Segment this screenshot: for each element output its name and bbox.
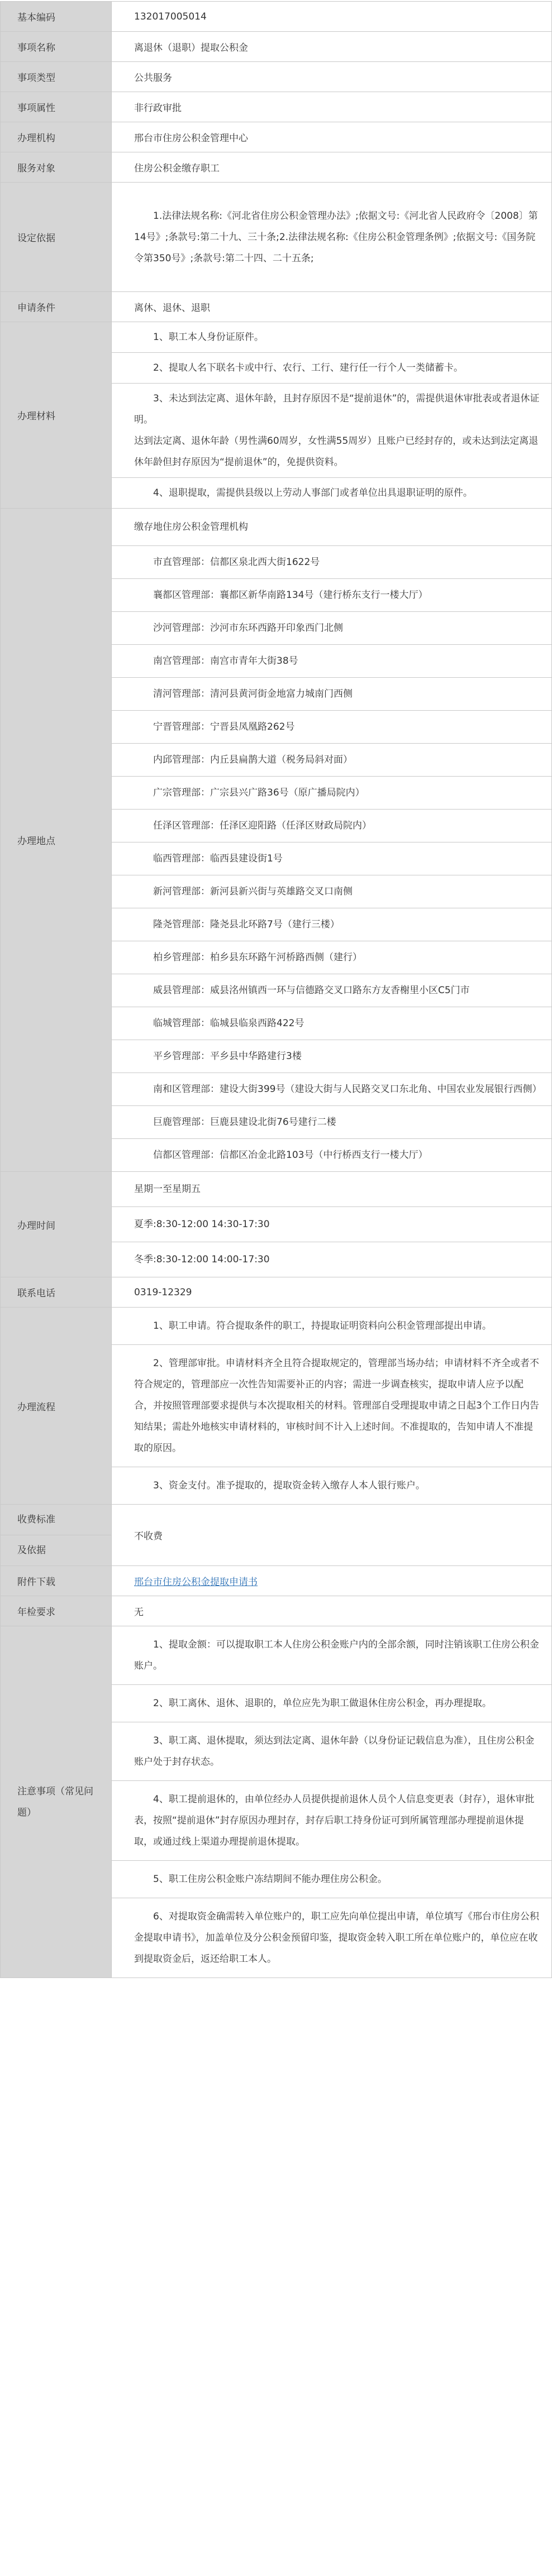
row-value: 公共服务 xyxy=(112,62,552,92)
year-text: 无 xyxy=(112,1596,552,1626)
location-item: 平乡管理部：平乡县中华路建行3楼 xyxy=(112,1040,551,1073)
material-item: 3、未达到法定离、退休年龄，且封存原因不是“提前退休”的，需提供退休审批表或者退休证明。 xyxy=(134,393,540,425)
row-locations xyxy=(1,509,552,1172)
fee-label-line: 收费标准 xyxy=(1,1505,111,1535)
service-info-table xyxy=(0,1,552,1978)
row-value: 132017005014 xyxy=(112,2,552,32)
label-download: 附件下载 xyxy=(1,1566,112,1596)
label-materials: 办理材料 xyxy=(1,322,112,509)
conditions-text: 离休、退休、退职 xyxy=(112,292,552,322)
row-value: 离退休（退职）提取公积金 xyxy=(112,32,552,62)
label-phone: 联系电话 xyxy=(1,1277,112,1308)
label-conditions: 申请条件 xyxy=(1,292,112,322)
label-fee xyxy=(1,1505,112,1566)
location-item: 新河管理部：新河县新兴街与英雄路交叉口南侧 xyxy=(112,875,551,908)
process-item: 3、资金支付。准予提取的，提取资金转入缴存人本人银行账户。 xyxy=(153,1480,425,1491)
location-item: 任泽区管理部：任泽区迎阳路（任泽区财政局院内） xyxy=(112,810,551,842)
location-item: 柏乡管理部：柏乡县东环路午河桥路西侧（建行） xyxy=(112,941,551,974)
row-basis xyxy=(1,183,552,292)
row-label: 基本编码 xyxy=(1,2,112,32)
row-simple xyxy=(1,122,552,152)
label-hours: 办理时间 xyxy=(1,1172,112,1277)
location-item: 南宫管理部：南宫市青年大街38号 xyxy=(112,645,551,678)
row-hours xyxy=(1,1172,552,1277)
row-materials xyxy=(1,322,552,509)
row-label: 事项属性 xyxy=(1,92,112,122)
label-locations: 办理地点 xyxy=(1,509,112,1172)
process-item: 2、管理部审批。申请材料齐全且符合提取规定的，管理部当场办结；申请材料不齐全或者不符合规定的，管理部应一次性告知需要补正的内容；需进一步调查核实，提取申请人应予以配合，并按照管理部要求提供与本次提取相关的材料。管理部自受理提取申请之日起3个工作日内告知结果；需赴外地核实申请材料的，审核时间不计入上述时间。不准提取的，告知申请人不准提取的原因。 xyxy=(112,1345,551,1467)
row-value: 邢台市住房公积金管理中心 xyxy=(112,122,552,152)
location-item: 信都区管理部：信都区冶金北路103号（中行桥西支行一楼大厅） xyxy=(153,1150,428,1161)
basis-text: 1.法律法规名称:《河北省住房公积金管理办法》;依据文号:《河北省人民政府令〔2008〕第14号》;条款号:第二十九、三十条;2.法律法规名称:《住房公积金管理条例》;依据文号:《国务院令第350号》;条款号:第二十四、二十五条; xyxy=(134,210,538,264)
row-label: 办理机构 xyxy=(1,122,112,152)
note-item: 1、提取金额：可以提取职工本人住房公积金账户内的全部余额，同时注销该职工住房公积金账户。 xyxy=(112,1626,551,1685)
location-item: 清河管理部：清河县黄河街金地富力城南门西侧 xyxy=(112,678,551,711)
row-simple xyxy=(1,152,552,183)
phone-text: 0319-12329 xyxy=(112,1277,552,1308)
material-item: 1、职工本人身份证原件。 xyxy=(112,322,551,353)
location-item: 内邱管理部：内丘县扁鹊大道（税务局斜对面） xyxy=(112,744,551,777)
note-item: 6、对提取资金确需转入单位账户的，职工应先向单位提出申请，单位填写《邢台市住房公积金提取申请书》，加盖单位及分公积金预留印鉴，提取资金转入职工所在单位账户的，单位应在收到提取资金后，返还给职工本人。 xyxy=(134,1911,539,1965)
material-item: 2、提取人名下联名卡或中行、农行、工行、建行任一行个人一类储蓄卡。 xyxy=(112,353,551,384)
label-process: 办理流程 xyxy=(1,1308,112,1505)
download-link[interactable]: 邢台市住房公积金提取申请书 xyxy=(134,1577,258,1588)
fee-label-line: 及依据 xyxy=(17,1545,46,1556)
location-item: 广宗管理部：广宗县兴广路36号（原广播局院内） xyxy=(112,777,551,810)
row-simple xyxy=(1,92,552,122)
row-download xyxy=(1,1566,552,1596)
label-year: 年检要求 xyxy=(1,1596,112,1626)
location-item: 襄都区管理部：襄都区新华南路134号（建行桥东支行一楼大厅） xyxy=(112,579,551,612)
row-label: 事项名称 xyxy=(1,32,112,62)
label-notes: 注意事项（常见问题） xyxy=(1,1626,112,1978)
location-item: 临城管理部：临城县临泉西路422号 xyxy=(112,1007,551,1040)
process-item: 1、职工申请。符合提取条件的职工，持提取证明资料向公积金管理部提出申请。 xyxy=(112,1308,551,1345)
location-item: 临西管理部：临西县建设街1号 xyxy=(112,842,551,875)
row-label: 事项类型 xyxy=(1,62,112,92)
row-phone xyxy=(1,1277,552,1308)
material-item: 达到法定离、退休年龄（男性满60周岁，女性满55周岁）且账户已经封存的，或未达到法定离退休年龄但封存原因为“提前退休”的，免提供资料。 xyxy=(134,435,539,468)
location-item: 沙河管理部：沙河市东环西路开印象西门北侧 xyxy=(112,612,551,645)
row-process xyxy=(1,1308,552,1505)
location-item: 宁晋管理部：宁晋县凤凰路262号 xyxy=(112,711,551,744)
row-notes xyxy=(1,1626,552,1978)
fee-text: 不收费 xyxy=(112,1505,552,1566)
row-value: 非行政审批 xyxy=(112,92,552,122)
row-simple xyxy=(1,2,552,32)
note-item: 3、职工离、退休提取，须达到法定离、退休年龄（以身份证记载信息为准），且住房公积金账户处于封存状态。 xyxy=(112,1722,551,1781)
row-year xyxy=(1,1596,552,1626)
location-item: 隆尧管理部：隆尧县北环路7号（建行三楼） xyxy=(112,908,551,941)
label-basis: 设定依据 xyxy=(1,183,112,292)
hours-item: 冬季:8:30-12:00 14:00-17:30 xyxy=(134,1254,270,1265)
hours-item: 夏季:8:30-12:00 14:30-17:30 xyxy=(112,1207,551,1242)
location-item: 市直管理部：信都区泉北西大街1622号 xyxy=(112,546,551,579)
row-value: 住房公积金缴存职工 xyxy=(112,152,552,183)
row-label: 服务对象 xyxy=(1,152,112,183)
note-item: 4、职工提前退休的，由单位经办人员提供提前退休人员个人信息变更表（封存），退休审批表，按照“提前退休”封存原因办理封存，封存后职工持身份证可到所属管理部办理提前退休提取，或通过线上渠道办理提前退休提取。 xyxy=(112,1781,551,1861)
row-simple xyxy=(1,62,552,92)
row-simple xyxy=(1,32,552,62)
location-item: 巨鹿管理部：巨鹿县建设北街76号建行二楼 xyxy=(112,1106,551,1139)
row-conditions xyxy=(1,292,552,322)
locations-header: 缴存地住房公积金管理机构 xyxy=(112,509,551,546)
row-fee xyxy=(1,1505,552,1566)
note-item: 2、职工离休、退休、退职的，单位应先为职工做退休住房公积金，再办理提取。 xyxy=(112,1685,551,1722)
location-item: 威县管理部：威县洺州镇西一环与信德路交叉口路东方友香榭里小区C5门市 xyxy=(112,974,551,1007)
note-item: 5、职工住房公积金账户冻结期间不能办理住房公积金。 xyxy=(112,1861,551,1898)
hours-item: 星期一至星期五 xyxy=(112,1172,551,1207)
material-item: 4、退职提取，需提供县级以上劳动人事部门或者单位出具退职证明的原件。 xyxy=(153,487,473,499)
location-item: 南和区管理部：建设大街399号（建设大街与人民路交叉口东北角、中国农业发展银行西侧） xyxy=(112,1073,551,1106)
